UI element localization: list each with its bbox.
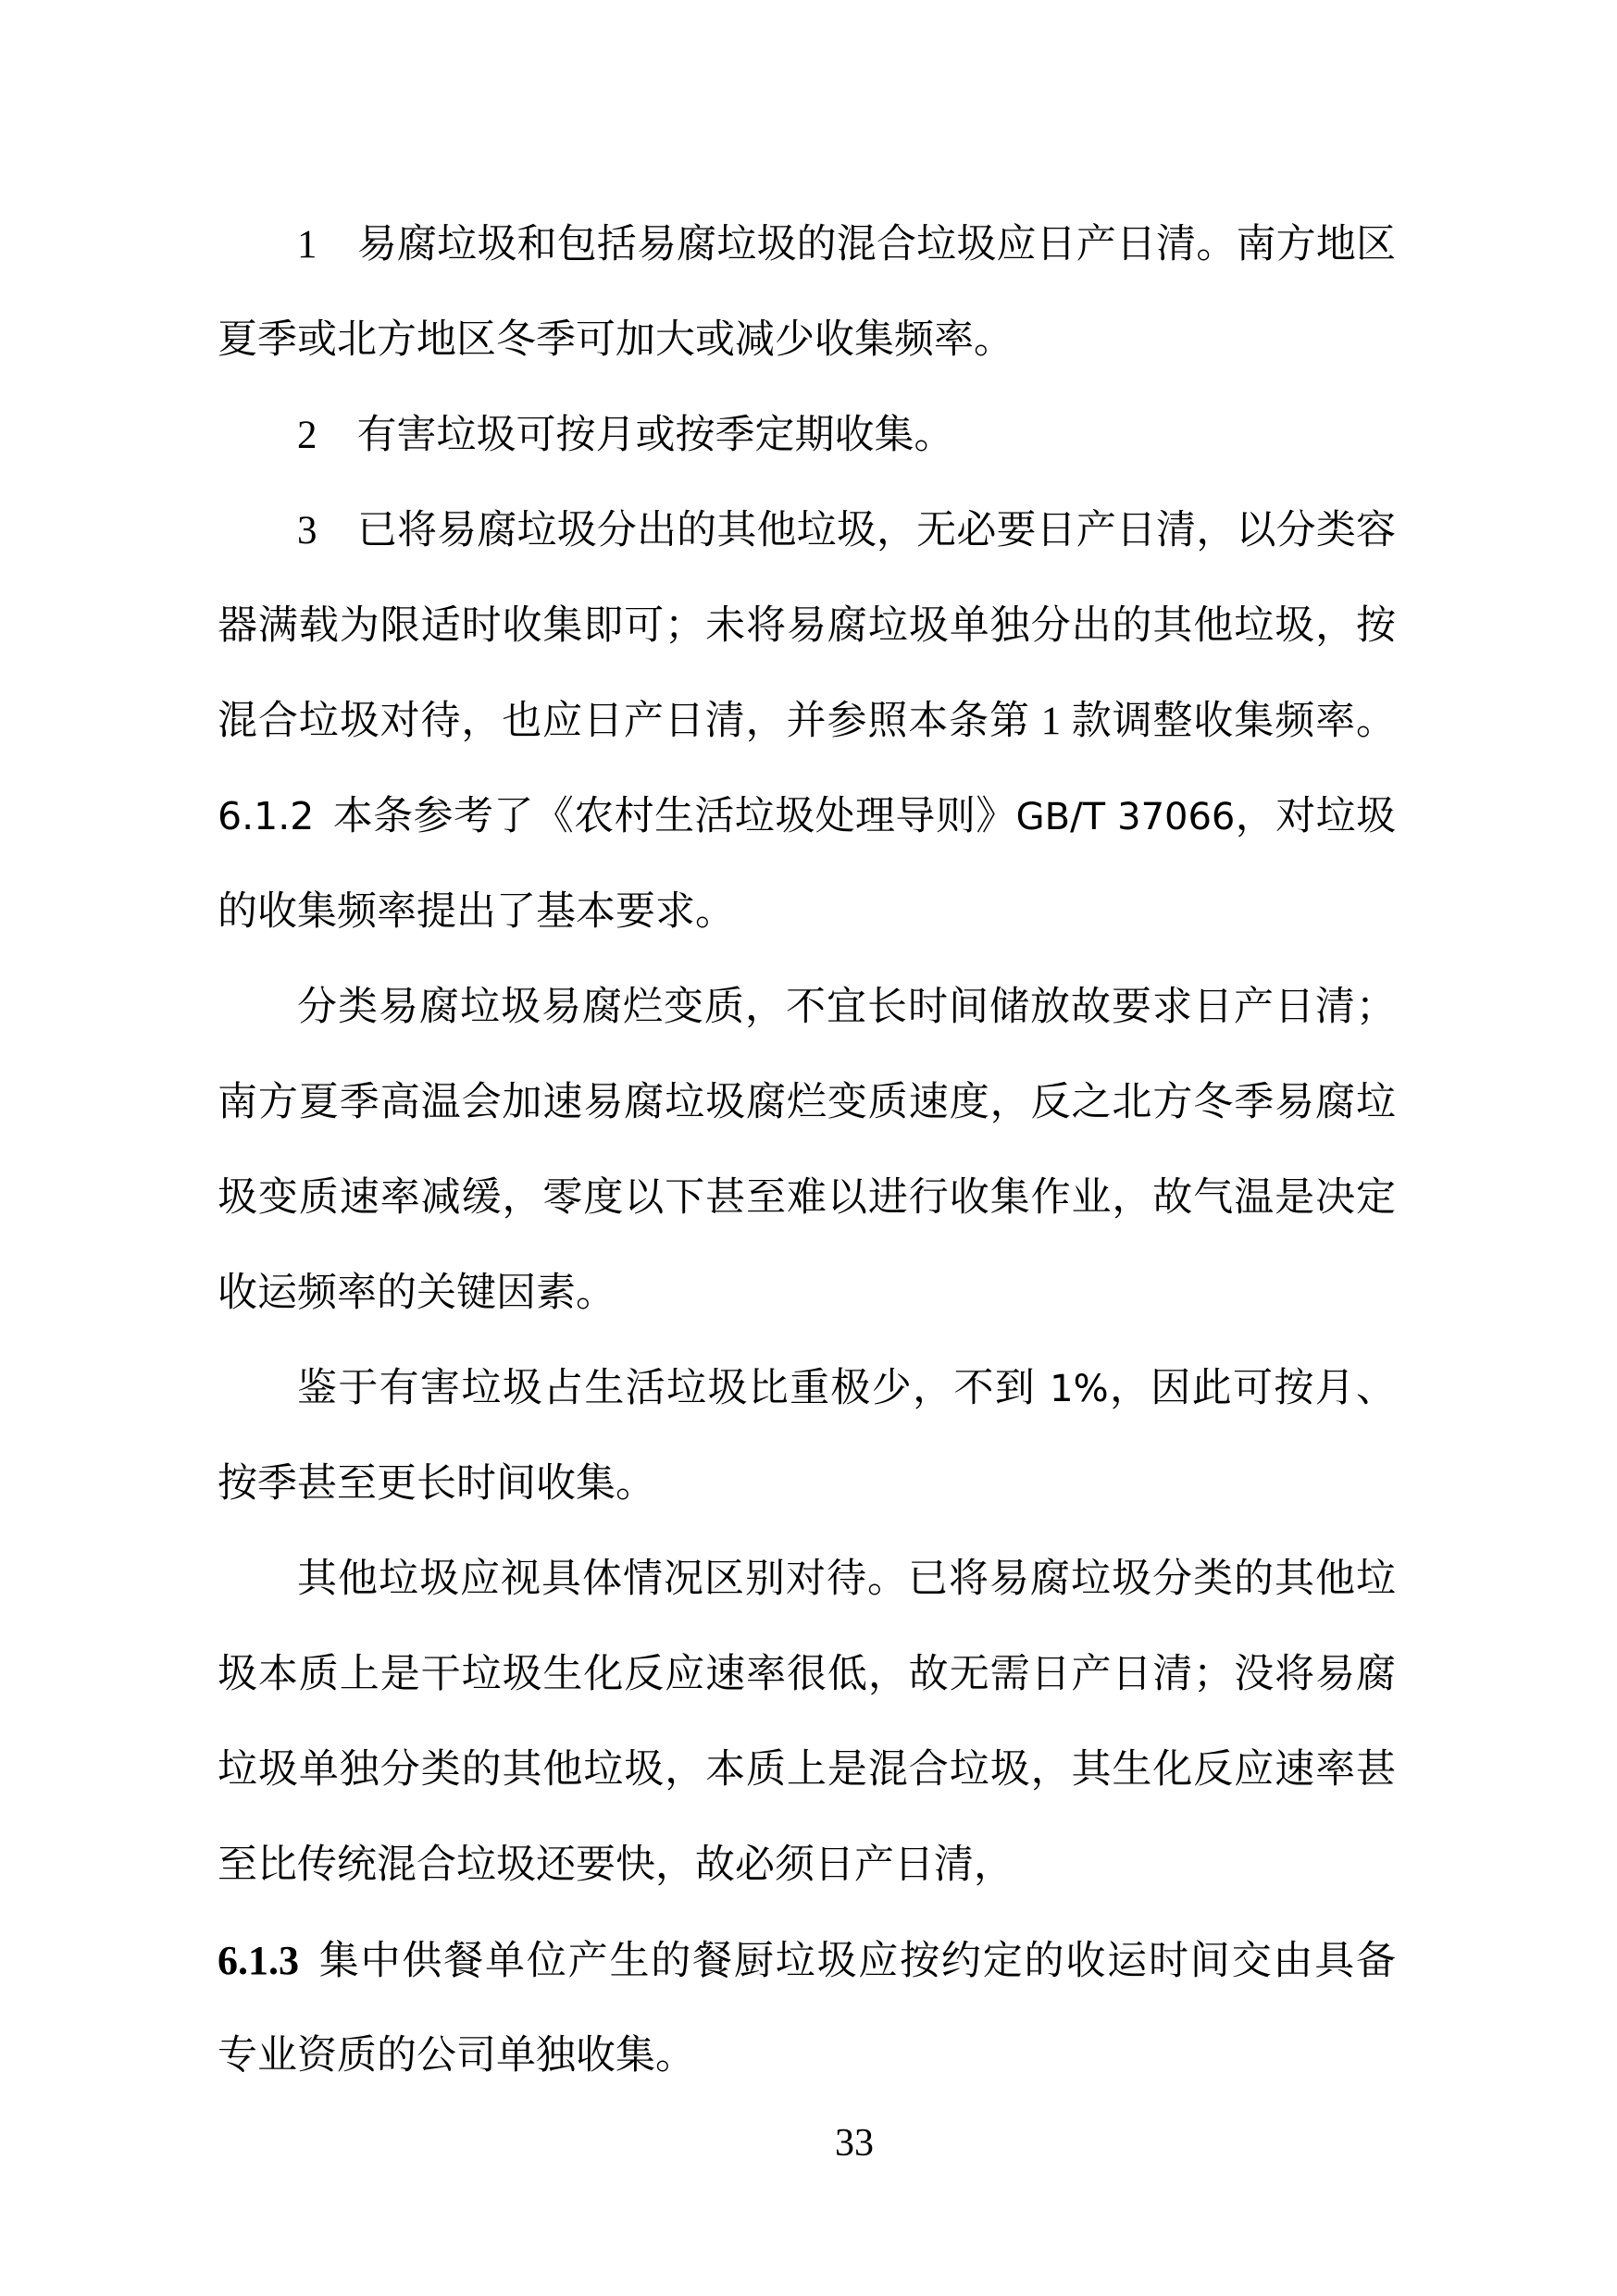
text-line (218, 1055, 1396, 1150)
text-segment: 混合垃圾对待，也应日产日清，并参照本条第 1 款调整收集频率。 (218, 700, 1396, 743)
clause-number: 6.1.3 (218, 1938, 299, 1983)
text-line (218, 292, 1396, 388)
text-segment: 本条参考了《农村生活垃圾处理导则》 (332, 793, 1016, 839)
text-line (218, 578, 1396, 674)
text-line (218, 1913, 1396, 2008)
text-line (218, 1341, 1396, 1436)
text-segment: 器满载为限适时收集即可；未将易腐垃圾单独分出的其他垃圾，按 (218, 604, 1396, 648)
text-segment: 圾本质上是干垃圾生化反应速率很低，故无需日产日清；没将易腐 (218, 1651, 1396, 1697)
text-line (218, 1246, 1396, 1341)
text-segment: 至比传统混合垃圾还要快，故必须日产日清， (218, 1842, 1014, 1888)
clause-number: 6.1.2 (218, 794, 315, 838)
latin-text-segment: 1% (1050, 1368, 1109, 1410)
text-line (218, 1627, 1396, 1722)
text-segment: ，因此可按月、 (1108, 1365, 1397, 1411)
text-block (218, 197, 1396, 2104)
text-segment: ，对垃圾 (1235, 793, 1397, 839)
text-segment: 2 有害垃圾可按月或按季定期收集。 (297, 414, 954, 457)
page-number: 33 (835, 2122, 874, 2165)
text-segment: 其他垃圾应视具体情况区别对待。已将易腐垃圾分类的其他垃 (297, 1556, 1396, 1602)
latin-text-segment: GB/T 37066 (1015, 796, 1236, 838)
text-segment: 收运频率的关键因素。 (218, 1270, 616, 1316)
text-line (218, 1818, 1396, 1913)
text-segment: 南方夏季高温会加速易腐垃圾腐烂变质速度，反之北方冬季易腐垃 (218, 1079, 1396, 1125)
text-segment: 夏季或北方地区冬季可加大或减少收集频率。 (218, 318, 1014, 362)
text-line (218, 1150, 1396, 1246)
text-line (218, 674, 1396, 769)
text-line (218, 864, 1396, 960)
text-segment: 垃圾单独分类的其他垃圾，本质上是混合垃圾，其生化反应速率甚 (218, 1746, 1396, 1793)
text-segment: 的收集频率提出了基本要求。 (218, 888, 735, 935)
text-line (218, 388, 1396, 483)
text-segment: 分类易腐垃圾易腐烂变质，不宜长时间储放故要求日产日清； (297, 984, 1396, 1030)
text-line (218, 960, 1396, 1055)
text-line (218, 1532, 1396, 1627)
text-segment: 1 易腐垃圾和包括易腐垃圾的混合垃圾应日产日清。南方地区 (297, 223, 1396, 267)
text-segment: 按季甚至更长时间收集。 (218, 1460, 655, 1507)
text-segment: 圾变质速率减缓，零度以下甚至难以进行收集作业，故气温是决定 (218, 1174, 1396, 1221)
text-segment: 3 已将易腐垃圾分出的其他垃圾，无必要日产日清，以分类容 (297, 509, 1396, 552)
text-line (218, 769, 1396, 864)
text-line (218, 1436, 1396, 1532)
text-line (218, 2008, 1396, 2104)
text-line (218, 483, 1396, 578)
text-line (218, 1722, 1396, 1818)
text-segment: 专业资质的公司单独收集。 (218, 2034, 695, 2078)
text-segment: 集中供餐单位产生的餐厨垃圾应按约定的收运时间交由具备 (317, 1940, 1396, 1983)
text-segment: 鉴于有害垃圾占生活垃圾比重极少，不到 (297, 1365, 1051, 1411)
text-line (218, 197, 1396, 292)
